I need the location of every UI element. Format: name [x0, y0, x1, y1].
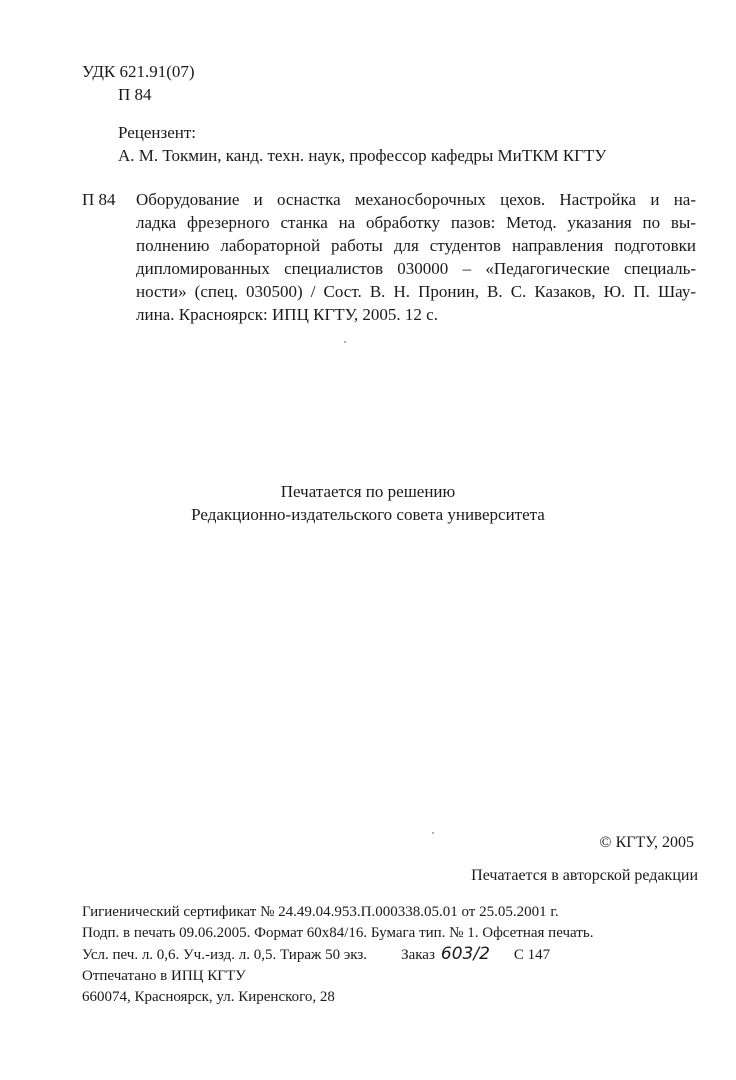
bibliographic-description	[136, 188, 696, 326]
imprint-block	[82, 902, 593, 1008]
bibliography-line: дипломированных специалистов 030000 – «Педагогические специаль-	[136, 259, 696, 278]
reviewer-name: А. М. Токмин, канд. техн. наук, профессор кафедры МиТКМ КГТУ	[118, 146, 607, 165]
scan-speck	[344, 341, 346, 343]
order-code: С 147	[513, 947, 551, 963]
udk-code: УДК 621.91(07)	[82, 62, 195, 81]
bibliography-line: полнению лабораторной работы для студентов направления подготовки	[136, 236, 696, 255]
certificate-line: Гигиенический сертификат № 24.49.04.953.П.000338.05.01 от 25.05.2001 г.	[82, 904, 559, 920]
volume-text: Усл. печ. л. 0,6. Уч.-изд. л. 0,5. Тираж 50 экз.	[82, 947, 368, 963]
printed-at-line: Отпечатано в ИПЦ КГТУ	[82, 968, 246, 984]
volume-line	[82, 944, 593, 966]
publication-note-line: Редакционно-издательского совета университета	[191, 505, 545, 524]
bibliography-line: ладка фрезерного станка на обработку пазов: Метод. указания по вы-	[136, 213, 696, 232]
author-edition-note: Печатается в авторской редакции	[471, 867, 698, 884]
bibliography-index: П 84	[82, 190, 116, 209]
bibliography-line: лина. Красноярск: ИПЦ КГТУ, 2005. 12 с.	[136, 305, 438, 324]
reviewer-label: Рецензент:	[118, 123, 197, 142]
order-number-handwritten: 603/2	[440, 944, 490, 964]
publication-note-line: Печатается по решению	[280, 482, 456, 501]
print-signing-line: Подп. в печать 09.06.2005. Формат 60x84/16. Бумага тип. № 1. Офсетная печать.	[82, 925, 594, 941]
address-line: 660074, Красноярск, ул. Киренского, 28	[82, 989, 335, 1005]
author-index: П 84	[118, 85, 152, 104]
bibliography-line: Оборудование и оснастка механосборочных цехов. Настройка и на-	[136, 190, 696, 209]
order-label: Заказ	[401, 947, 435, 963]
scan-speck	[432, 832, 434, 834]
bibliography-line: ности» (спец. 030500) / Сост. В. Н. Пронин, В. С. Казаков, Ю. П. Шау-	[136, 282, 696, 301]
copyright-notice: © КГТУ, 2005	[599, 834, 694, 851]
publication-note	[0, 480, 736, 526]
